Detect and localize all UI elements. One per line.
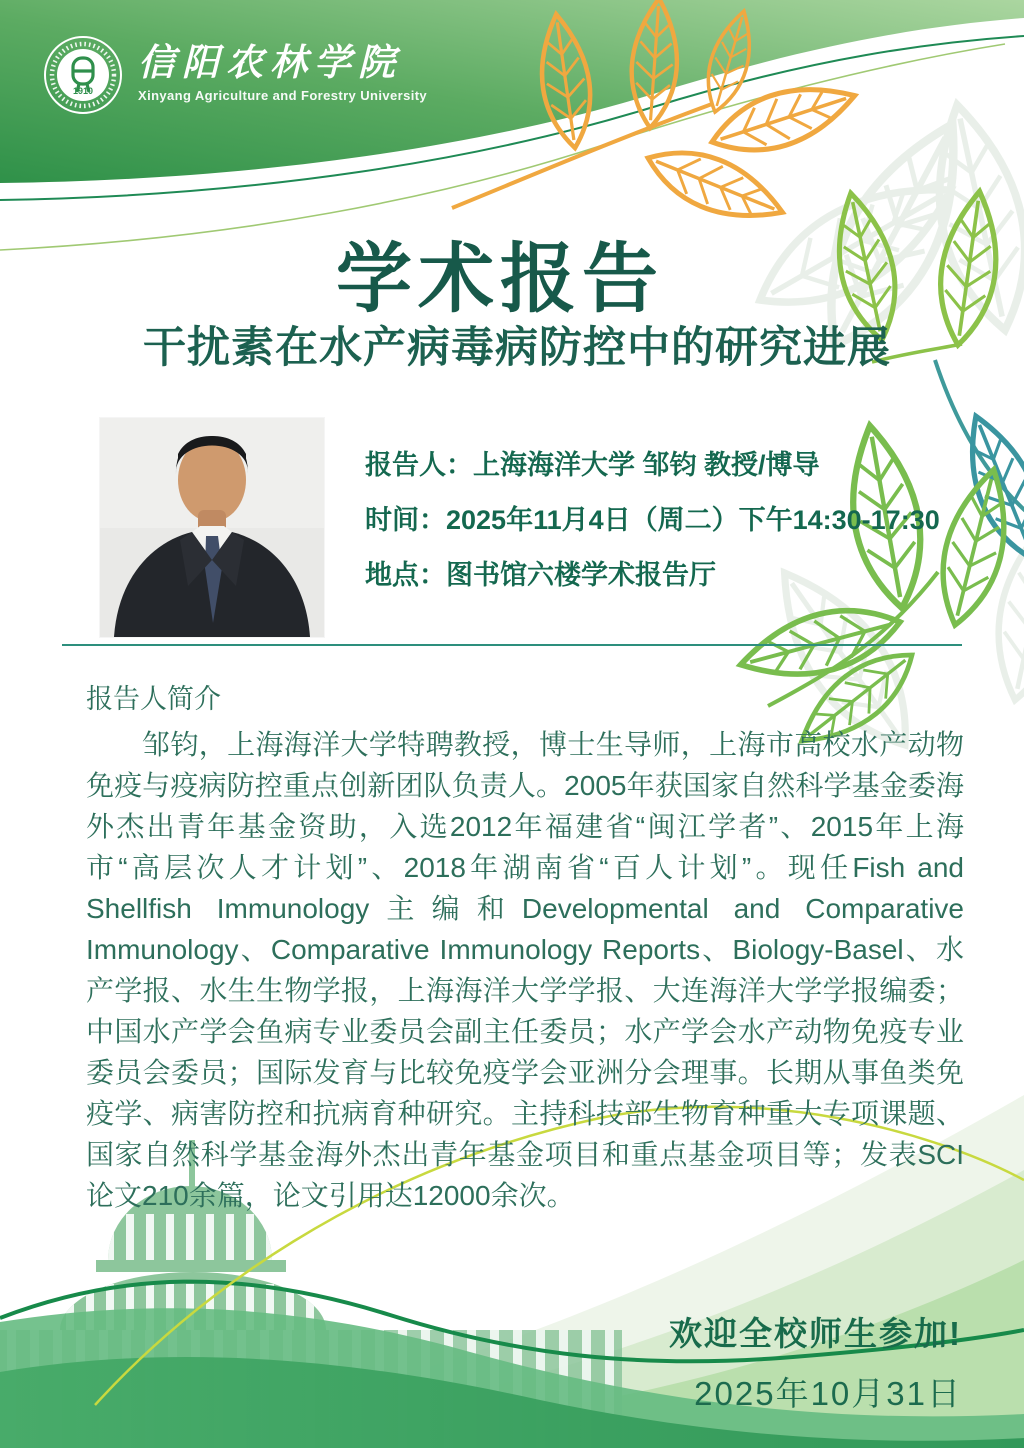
bio-heading: 报告人简介	[86, 684, 221, 714]
time-value: 2025年11月4日（周二）下午14:30-17:30	[446, 505, 940, 535]
publish-date: 2025年10月31日	[694, 1375, 962, 1412]
location-label: 地点：	[365, 560, 446, 590]
bio-paragraph: 邹钧，上海海洋大学特聘教授，博士生导师，上海市高校水产动物免疫与疫病防控重点创新团队负责人。2005年获国家自然科学基金委海外杰出青年基金资助，入选2012年福建省“闽江学者”、2015年上海市“高层次人才计划”、2018年湖南省“百人计划”。现任Fish and Shellfish Immunology主编和Developmental and Comparative Immunology、Comparative Immunology Reports、Biology-Basel、水产学报、水生生物学报，上海海洋大学学报、大连海洋大学学报编委；中国水产学会鱼病专业委员会副主任委员；水产学会水产动物免疫专业委员会委员；国际发育与比较免疫学会亚洲分会理事。长期从事鱼类免疫学、病害防控和抗病育种研究。主持科技部生物育种重大专项课题、国家自然科学基金海外杰出青年基金项目和重点基金项目等；发表SCI论文210余篇，论文引用达12000余次。	[86, 729, 964, 1211]
lecture-topic: 干扰素在水产病毒病防控中的研究进展	[143, 324, 891, 372]
university-name-cn: 信阳农林学院	[138, 43, 402, 84]
location-value: 图书馆六楼学术报告厅	[446, 560, 716, 590]
event-info	[365, 448, 940, 592]
divider-line	[62, 644, 962, 646]
university-logo	[42, 34, 427, 116]
event-location-row	[365, 558, 940, 592]
event-time-row	[365, 503, 940, 537]
university-name-en: Xinyang Agriculture and Forestry University	[138, 88, 428, 103]
time-label: 时间：	[365, 505, 446, 535]
speaker-photo	[100, 418, 324, 637]
event-speaker-row	[365, 448, 940, 482]
university-seal-icon	[42, 34, 124, 116]
page-title: 学术报告	[336, 237, 664, 322]
speaker-label: 报告人：	[365, 450, 473, 480]
speaker-value: 上海海洋大学 邹钧 教授/博导	[473, 450, 820, 480]
speaker-bio-section	[86, 682, 964, 1216]
welcome-message: 欢迎全校师生参加!	[669, 1315, 962, 1352]
seal-year: 1910	[72, 86, 94, 96]
